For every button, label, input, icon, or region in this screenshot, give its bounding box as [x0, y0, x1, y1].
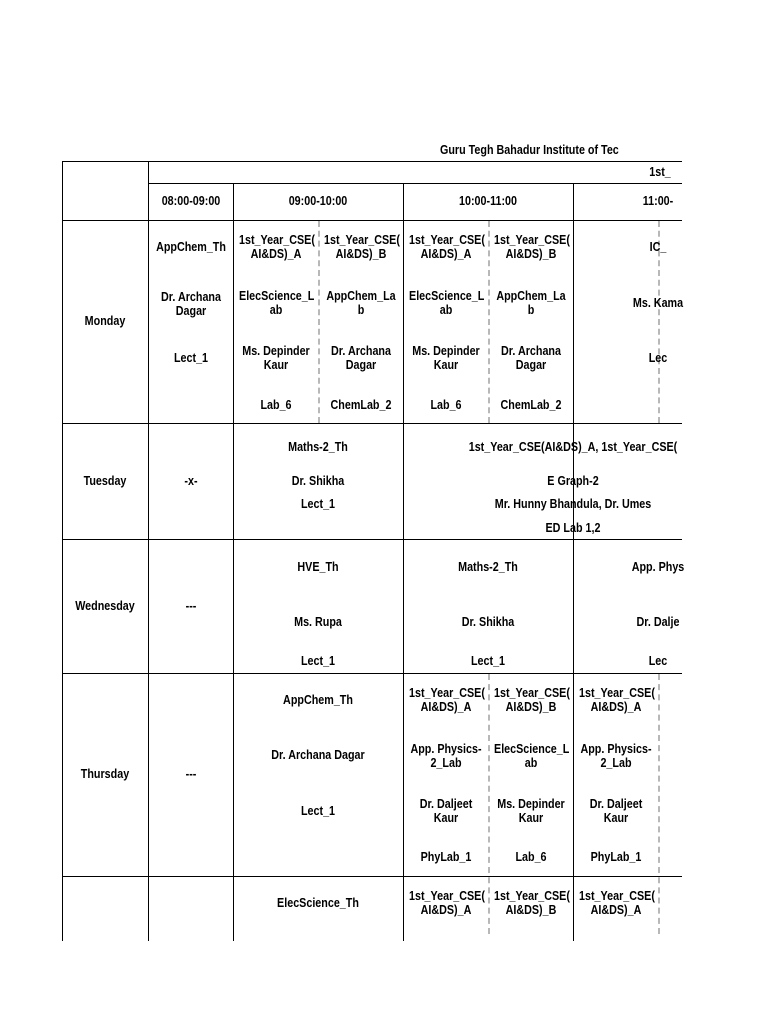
batch-label: 1st_Year_CSE( AI&DS)_A — [409, 686, 485, 714]
subject-label: IC_ — [649, 240, 667, 254]
room-label: ChemLab_2 — [330, 398, 392, 412]
subject-label: AppChem_Th — [283, 693, 353, 707]
grid-line — [62, 161, 63, 941]
teacher-label: Ms. Kama — [632, 296, 684, 310]
grid-line — [403, 183, 404, 941]
group-header: 1st_ — [649, 165, 671, 179]
subject-label: ElecScience_Th — [277, 896, 359, 910]
grid-line — [62, 161, 682, 162]
subject-label: App. Physics- 2_Lab — [580, 742, 652, 770]
day-label-thursday: Thursday — [80, 767, 130, 781]
room-label: Lec — [648, 351, 668, 365]
batch-divider — [318, 221, 320, 423]
room-label: Lect_1 — [300, 654, 336, 668]
room-label: Lab_6 — [515, 850, 547, 864]
teacher-label: Dr. Archana Dagar — [501, 344, 561, 372]
batch-label: 1st_Year_CSE( AI&DS)_A — [579, 686, 655, 714]
grid-line — [233, 183, 234, 941]
grid-line — [148, 161, 149, 941]
teacher-label: Dr. Shikha — [461, 615, 515, 629]
empty-slot: --- — [185, 599, 197, 613]
room-label: Lect_1 — [300, 497, 336, 511]
teacher-label: Ms. Depinder Kaur — [412, 344, 480, 372]
day-label-wednesday: Wednesday — [75, 599, 135, 613]
subject-label: Maths-2_Th — [458, 560, 518, 574]
room-label: PhyLab_1 — [590, 850, 642, 864]
subject-label: HVE_Th — [297, 560, 339, 574]
grid-line — [148, 183, 682, 184]
teacher-label: Dr. Archana Dagar — [271, 748, 365, 762]
teacher-label: Dr. Daljeet Kaur — [419, 797, 473, 825]
subject-label: E Graph-2 — [547, 474, 599, 488]
teacher-label: Dr. Shikha — [291, 474, 345, 488]
grid-line — [62, 876, 682, 877]
room-label: ED Lab 1,2 — [545, 521, 601, 535]
teacher-label: Ms. Rupa — [294, 615, 342, 629]
day-label-tuesday: Tuesday — [83, 474, 127, 488]
subject-label: AppChem_La b — [496, 289, 566, 317]
teacher-label: Dr. Dalje — [636, 615, 680, 629]
room-label: Lab_6 — [430, 398, 462, 412]
grid-line — [62, 539, 682, 540]
grid-line — [62, 423, 682, 424]
slot-header: 08:00-09:00 — [161, 194, 221, 208]
batch-label: 1st_Year_CSE( AI&DS)_A — [409, 889, 485, 917]
batch-label: 1st_Year_CSE(AI&DS)_A, 1st_Year_CSE( — [468, 440, 678, 454]
room-label: Lect_1 — [173, 351, 209, 365]
grid-line — [62, 673, 682, 674]
room-label: Lect_1 — [470, 654, 506, 668]
batch-label: 1st_Year_CSE( AI&DS)_B — [494, 233, 570, 261]
room-label: ChemLab_2 — [500, 398, 562, 412]
subject-label: AppChem_Th — [156, 240, 226, 254]
subject-label: ElecScience_L ab — [494, 742, 570, 770]
batch-divider — [488, 674, 490, 934]
batch-label: 1st_Year_CSE( AI&DS)_A — [579, 889, 655, 917]
teacher-label: Dr. Archana Dagar — [161, 290, 221, 318]
batch-label: 1st_Year_CSE( AI&DS)_B — [494, 889, 570, 917]
room-label: Lect_1 — [300, 804, 336, 818]
teacher-label: Dr. Daljeet Kaur — [589, 797, 643, 825]
day-label-monday: Monday — [84, 314, 126, 328]
grid-line — [573, 183, 574, 941]
subject-label: AppChem_La b — [326, 289, 396, 317]
subject-label: Maths-2_Th — [288, 440, 348, 454]
slot-header: 09:00-10:00 — [288, 194, 348, 208]
empty-slot: --- — [185, 767, 197, 781]
batch-label: 1st_Year_CSE( AI&DS)_A — [239, 233, 315, 261]
slot-header: 11:00- — [642, 194, 674, 208]
room-label: PhyLab_1 — [420, 850, 472, 864]
subject-label: App. Phys — [631, 560, 685, 574]
slot-header: 10:00-11:00 — [459, 194, 517, 208]
subject-label: App. Physics- 2_Lab — [410, 742, 482, 770]
teacher-label: Dr. Archana Dagar — [331, 344, 391, 372]
batch-label: 1st_Year_CSE( AI&DS)_B — [324, 233, 400, 261]
teacher-label: Ms. Depinder Kaur — [497, 797, 565, 825]
teacher-label: Ms. Depinder Kaur — [242, 344, 310, 372]
room-label: Lab_6 — [260, 398, 292, 412]
institute-title: Guru Tegh Bahadur Institute of Tec — [440, 143, 619, 157]
empty-slot: -x- — [184, 474, 198, 488]
grid-line — [62, 220, 682, 221]
batch-divider — [658, 674, 660, 934]
subject-label: ElecScience_L ab — [239, 289, 315, 317]
subject-label: ElecScience_L ab — [409, 289, 485, 317]
batch-divider — [488, 221, 490, 423]
batch-label: 1st_Year_CSE( AI&DS)_A — [409, 233, 485, 261]
teacher-label: Mr. Hunny Bhandula, Dr. Umes — [494, 497, 652, 511]
room-label: Lec — [648, 654, 668, 668]
batch-label: 1st_Year_CSE( AI&DS)_B — [494, 686, 570, 714]
